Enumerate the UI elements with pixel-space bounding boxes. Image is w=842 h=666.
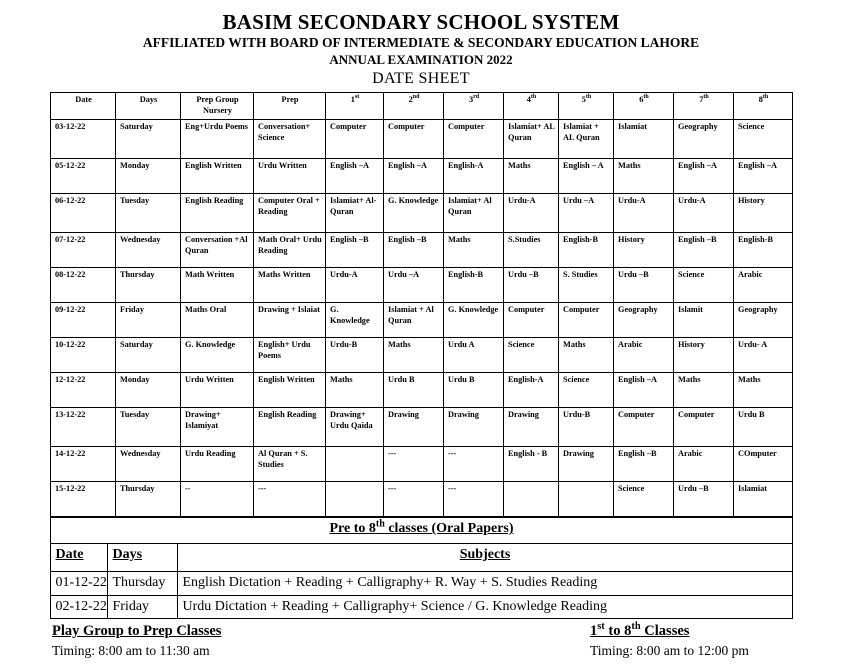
cell-prep: Math Oral+ Urdu Reading — [254, 233, 326, 268]
date-sheet-table-wrapper — [50, 92, 792, 517]
cell-class-8: Science — [734, 120, 793, 159]
column-header-class-7 — [674, 93, 734, 120]
cell-class-3: Maths — [444, 233, 504, 268]
oral-cell-day: Friday — [107, 595, 177, 619]
cell-class-8: COmputer — [734, 447, 793, 482]
timing-block-classes-1-to-8 — [590, 622, 749, 659]
cell-class-8: Geography — [734, 303, 793, 338]
oral-papers-banner — [50, 518, 792, 544]
cell-prep: Computer Oral + Reading — [254, 194, 326, 233]
column-header-class-6 — [614, 93, 674, 120]
cell-class-4: English-A — [504, 373, 559, 408]
cell-prep: Urdu Written — [254, 159, 326, 194]
cell-class-8: Urdu- A — [734, 338, 793, 373]
column-header-label: 5 — [581, 95, 586, 105]
cell-class-4: English - B — [504, 447, 559, 482]
column-header-class-3 — [444, 93, 504, 120]
cell-class-5: Islamiat + AL Quran — [559, 120, 614, 159]
cell-class-7: History — [674, 338, 734, 373]
cell-prep: English+ Urdu Poems — [254, 338, 326, 373]
table-row — [51, 408, 793, 447]
cell-class-2: English –B — [384, 233, 444, 268]
cell-date: 10-12-22 — [51, 338, 116, 373]
cell-class-3: English-B — [444, 268, 504, 303]
cell-class-4 — [504, 482, 559, 517]
play-group-title: Play Group to Prep Classes — [52, 623, 222, 640]
cell-class-4: Islamiat+ AL Quran — [504, 120, 559, 159]
oral-cell-subjects: Urdu Dictation + Reading + Calligraphy+ Science / G. Knowledge Reading — [177, 595, 792, 619]
column-header-label: 3 — [468, 95, 474, 105]
oral-cell-date: 01-12-22 — [50, 572, 107, 596]
cell-class-1: Computer — [326, 120, 384, 159]
page-title: DATE SHEET — [372, 69, 470, 87]
cell-class-5 — [559, 482, 614, 517]
oral-banner-pre: Pre to 8 — [329, 521, 376, 537]
cell-class-1: Islamiat+ Al-Quran — [326, 194, 384, 233]
cell-prep: Maths Written — [254, 268, 326, 303]
ordinal-suffix: th — [762, 94, 769, 101]
cell-class-1 — [326, 482, 384, 517]
cell-class-7: Urdu-A — [674, 194, 734, 233]
cell-prep-group-nursery: Drawing+ Islamiyat — [181, 408, 254, 447]
ordinal-suffix: th — [643, 94, 649, 101]
table-row — [51, 447, 793, 482]
cell-date: 12-12-22 — [51, 373, 116, 408]
classes-title-pre: 1 — [590, 623, 598, 640]
oral-header-row — [50, 544, 792, 572]
cell-class-5: Urdu –A — [559, 194, 614, 233]
cell-class-1: Urdu-A — [326, 268, 384, 303]
cell-class-2: Drawing — [384, 408, 444, 447]
ordinal-suffix: nd — [412, 94, 420, 101]
cell-date: 05-12-22 — [51, 159, 116, 194]
cell-date: 14-12-22 — [51, 447, 116, 482]
cell-prep-group-nursery: -- — [181, 482, 254, 517]
oral-header-label: Subjects — [459, 547, 511, 563]
cell-class-8: Islamiat — [734, 482, 793, 517]
oral-banner-row — [50, 518, 792, 544]
classes-1-to-8-title — [590, 622, 749, 641]
school-name: BASIM SECONDARY SCHOOL SYSTEM — [222, 10, 620, 34]
cell-class-7: Geography — [674, 120, 734, 159]
cell-class-3: Islamiat+ Al Quran — [444, 194, 504, 233]
oral-papers-table — [50, 517, 793, 619]
cell-class-6: English –B — [614, 447, 674, 482]
column-header-label: 7 — [699, 95, 704, 105]
column-header-label: 1 — [350, 95, 355, 105]
cell-class-2: Maths — [384, 338, 444, 373]
ordinal-suffix: th — [703, 94, 709, 101]
cell-class-8: Arabic — [734, 268, 793, 303]
cell-class-1: G. Knowledge — [326, 303, 384, 338]
play-group-timing: Timing: 8:00 am to 11:30 am — [52, 642, 210, 658]
cell-class-1: Maths — [326, 373, 384, 408]
cell-day: Monday — [116, 373, 181, 408]
column-header-label: 6 — [639, 95, 644, 105]
cell-day: Saturday — [116, 338, 181, 373]
cell-class-4: Science — [504, 338, 559, 373]
cell-day: Saturday — [116, 120, 181, 159]
column-header-label: Prep — [281, 95, 299, 105]
cell-class-2: Urdu –A — [384, 268, 444, 303]
ordinal-suffix: th — [530, 94, 537, 101]
table-row — [51, 268, 793, 303]
cell-class-6: Science — [614, 482, 674, 517]
cell-class-4: Maths — [504, 159, 559, 194]
cell-class-6: History — [614, 233, 674, 268]
oral-cell-day: Thursday — [107, 572, 177, 596]
cell-prep: Conversation+ Science — [254, 120, 326, 159]
cell-class-4: S.Studies — [504, 233, 559, 268]
cell-class-8: English –A — [734, 159, 793, 194]
oral-banner-post: classes (Oral Papers) — [384, 521, 514, 537]
cell-date: 06-12-22 — [51, 194, 116, 233]
column-header-class-8 — [734, 93, 793, 120]
cell-class-3: --- — [444, 482, 504, 517]
column-header-days — [116, 93, 181, 120]
affiliation-line: AFFILIATED WITH BOARD OF INTERMEDIATE & SECONDARY EDUCATION LAHORE — [142, 35, 700, 51]
cell-prep: Drawing + Islaiat — [254, 303, 326, 338]
cell-class-7: Computer — [674, 408, 734, 447]
cell-date: 09-12-22 — [51, 303, 116, 338]
cell-class-2: --- — [384, 482, 444, 517]
cell-prep-group-nursery: Math Written — [181, 268, 254, 303]
oral-cell-date: 02-12-22 — [50, 595, 107, 619]
table-row — [51, 194, 793, 233]
column-header-prep — [254, 93, 326, 120]
cell-class-6: English –A — [614, 373, 674, 408]
cell-prep: English Reading — [254, 408, 326, 447]
ordinal-suffix: st — [354, 94, 360, 101]
classes-title-post: Classes — [640, 623, 690, 640]
oral-column-header-days — [107, 544, 177, 572]
ordinal-suffix: th — [585, 94, 592, 101]
cell-class-2: Urdu B — [384, 373, 444, 408]
cell-class-5: S. Studies — [559, 268, 614, 303]
cell-class-5: Science — [559, 373, 614, 408]
cell-class-2: Islamiat + Al Quran — [384, 303, 444, 338]
cell-class-2: --- — [384, 447, 444, 482]
column-header-class-2 — [384, 93, 444, 120]
cell-class-3: --- — [444, 447, 504, 482]
cell-prep-group-nursery: Urdu Written — [181, 373, 254, 408]
cell-prep-group-nursery: Maths Oral — [181, 303, 254, 338]
cell-prep: --- — [254, 482, 326, 517]
ordinal-suffix: th — [375, 518, 385, 530]
timing-block-play-group — [52, 622, 221, 659]
cell-class-1: English –B — [326, 233, 384, 268]
ordinal-suffix: st — [597, 621, 605, 633]
cell-day: Monday — [116, 159, 181, 194]
cell-class-5: English – A — [559, 159, 614, 194]
cell-class-6: Urdu-A — [614, 194, 674, 233]
ordinal-suffix: rd — [473, 94, 480, 101]
cell-day: Thursday — [116, 268, 181, 303]
cell-class-5: Computer — [559, 303, 614, 338]
oral-column-header-date — [50, 544, 107, 572]
cell-day: Thursday — [116, 482, 181, 517]
cell-class-1: Drawing+ Urdu Qaida — [326, 408, 384, 447]
date-sheet-body — [51, 120, 793, 517]
oral-header-label: Days — [112, 547, 143, 563]
cell-prep: English Written — [254, 373, 326, 408]
column-header-label: Date — [75, 95, 92, 105]
cell-day: Tuesday — [116, 194, 181, 233]
cell-day: Wednesday — [116, 233, 181, 268]
cell-class-5: Drawing — [559, 447, 614, 482]
column-header-label: 4 — [526, 95, 531, 105]
cell-class-2: Computer — [384, 120, 444, 159]
cell-class-3: Urdu B — [444, 373, 504, 408]
cell-prep-group-nursery: Eng+Urdu Poems — [181, 120, 254, 159]
table-row — [51, 303, 793, 338]
table-row — [51, 120, 793, 159]
cell-date: 07-12-22 — [51, 233, 116, 268]
table-row — [51, 159, 793, 194]
cell-class-8: History — [734, 194, 793, 233]
oral-column-header-subjects — [177, 544, 792, 572]
cell-class-5: Urdu-B — [559, 408, 614, 447]
table-row — [51, 233, 793, 268]
cell-prep: Al Quran + S. Studies — [254, 447, 326, 482]
column-header-label: Days — [139, 95, 158, 105]
cell-class-6: Computer — [614, 408, 674, 447]
cell-prep-group-nursery: G. Knowledge — [181, 338, 254, 373]
cell-class-8: English-B — [734, 233, 793, 268]
oral-row — [50, 572, 792, 596]
oral-header-label: Date — [55, 547, 84, 563]
cell-class-5: Maths — [559, 338, 614, 373]
column-header-label: Prep Group Nursery — [196, 95, 239, 115]
cell-class-4: Drawing — [504, 408, 559, 447]
cell-date: 15-12-22 — [51, 482, 116, 517]
cell-class-6: Urdu –B — [614, 268, 674, 303]
classes-1-to-8-timing: Timing: 8:00 am to 12:00 pm — [590, 642, 749, 658]
cell-class-5: English-B — [559, 233, 614, 268]
table-row — [51, 482, 793, 517]
cell-class-4: Computer — [504, 303, 559, 338]
cell-date: 13-12-22 — [51, 408, 116, 447]
cell-class-7: English –A — [674, 159, 734, 194]
cell-class-3: G. Knowledge — [444, 303, 504, 338]
column-header-class-1 — [326, 93, 384, 120]
cell-class-7: Science — [674, 268, 734, 303]
cell-class-4: Urdu –B — [504, 268, 559, 303]
column-header-date — [51, 93, 116, 120]
cell-class-8: Urdu B — [734, 408, 793, 447]
cell-class-7: Arabic — [674, 447, 734, 482]
timings-footer — [50, 622, 792, 666]
column-header-prep-group-nursery — [181, 93, 254, 120]
cell-day: Friday — [116, 303, 181, 338]
table-row — [51, 373, 793, 408]
cell-class-3: Urdu A — [444, 338, 504, 373]
cell-class-3: Computer — [444, 120, 504, 159]
exam-line: ANNUAL EXAMINATION 2022 — [329, 52, 513, 68]
cell-class-1: English –A — [326, 159, 384, 194]
cell-day: Wednesday — [116, 447, 181, 482]
column-header-class-5 — [559, 93, 614, 120]
cell-class-1: Urdu-B — [326, 338, 384, 373]
cell-date: 03-12-22 — [51, 120, 116, 159]
cell-class-6: Geography — [614, 303, 674, 338]
column-header-label: 8 — [758, 95, 763, 105]
cell-class-7: English –B — [674, 233, 734, 268]
cell-day: Tuesday — [116, 408, 181, 447]
cell-prep-group-nursery: English Reading — [181, 194, 254, 233]
cell-prep-group-nursery: Conversation +Al Quran — [181, 233, 254, 268]
date-sheet-header-row — [51, 93, 793, 120]
cell-class-8: Maths — [734, 373, 793, 408]
column-header-label: 2 — [408, 95, 413, 105]
classes-title-mid: to 8 — [604, 623, 632, 640]
cell-prep-group-nursery: English Written — [181, 159, 254, 194]
cell-prep-group-nursery: Urdu Reading — [181, 447, 254, 482]
cell-class-2: English –A — [384, 159, 444, 194]
cell-date: 08-12-22 — [51, 268, 116, 303]
cell-class-3: Drawing — [444, 408, 504, 447]
cell-class-7: Maths — [674, 373, 734, 408]
table-row — [51, 338, 793, 373]
cell-class-2: G. Knowledge — [384, 194, 444, 233]
oral-cell-subjects: English Dictation + Reading + Calligraphy+ R. Way + S. Studies Reading — [177, 572, 792, 596]
cell-class-3: English-A — [444, 159, 504, 194]
cell-class-6: Arabic — [614, 338, 674, 373]
cell-class-6: Islamiat — [614, 120, 674, 159]
cell-class-7: Urdu –B — [674, 482, 734, 517]
oral-row — [50, 595, 792, 619]
document-header — [0, 0, 842, 88]
date-sheet-table — [50, 92, 793, 517]
cell-class-6: Maths — [614, 159, 674, 194]
cell-class-7: Islamit — [674, 303, 734, 338]
cell-class-1 — [326, 447, 384, 482]
ordinal-suffix: th — [631, 621, 641, 633]
column-header-class-4 — [504, 93, 559, 120]
cell-class-4: Urdu-A — [504, 194, 559, 233]
